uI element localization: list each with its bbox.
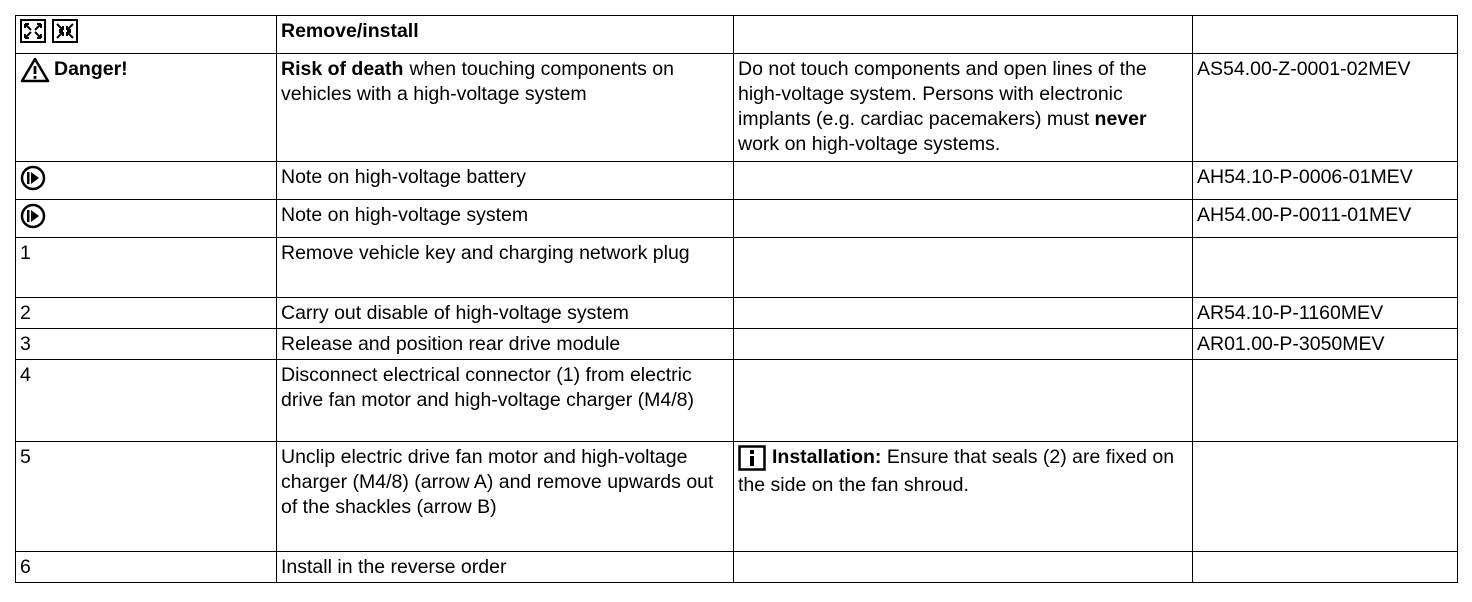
step-ref: [1193, 442, 1458, 552]
note-empty-cell: [734, 200, 1193, 238]
step-text: Remove vehicle key and charging network plug: [277, 238, 734, 298]
risk-bold-text: Risk of death: [281, 58, 404, 80]
step-text: Install in the reverse order: [277, 552, 734, 583]
danger-row: [16, 54, 1458, 162]
installation-label: Installation:: [772, 446, 882, 468]
header-title: Remove/install: [277, 16, 734, 54]
step-ref: [1193, 360, 1458, 442]
procedure-table: [15, 15, 1458, 583]
note-text: Note on high-voltage system: [277, 200, 734, 238]
danger-label: Danger!: [54, 58, 128, 80]
step-number: 6: [16, 552, 277, 583]
step-row: [16, 298, 1458, 329]
measure-cell: [734, 54, 1193, 162]
step-empty-cell: [734, 238, 1193, 298]
measure-text: Do not touch components and open lines of the high-voltage system. Persons with electronic implants (e.g. cardiac pacemakers) must: [738, 58, 1147, 130]
step-row: [16, 442, 1458, 552]
install-icon: [52, 19, 80, 43]
step-number: 3: [16, 329, 277, 360]
remove-icon: [20, 19, 48, 43]
step-text: Unclip electric drive fan motor and high-voltage charger (M4/8) (arrow A) and remove upwards out of the shackles (arrow B): [277, 442, 734, 552]
step-empty-cell: [734, 329, 1193, 360]
step-text: Carry out disable of high-voltage system: [277, 298, 734, 329]
note-empty-cell: [734, 162, 1193, 200]
installation-text: Ensure that seals (2) are fixed on the side on the fan shroud.: [738, 446, 1175, 496]
step-ref-link[interactable]: AR54.10-P-1160MEV: [1193, 298, 1458, 329]
step-number: 4: [16, 360, 277, 442]
header-icons-cell: [16, 16, 277, 54]
header-empty-cell: [734, 16, 1193, 54]
step-text: Release and position rear drive module: [277, 329, 734, 360]
step-ref: [1193, 552, 1458, 583]
header-empty-cell: [1193, 16, 1458, 54]
step-empty-cell: [734, 360, 1193, 442]
note-ref-link[interactable]: AH54.10-P-0006-01MEV: [1193, 162, 1458, 200]
note-row: [16, 200, 1458, 238]
step-row: [16, 329, 1458, 360]
note-ref-link[interactable]: AH54.00-P-0011-01MEV: [1193, 200, 1458, 238]
step-number: 1: [16, 238, 277, 298]
note-icon-cell: [16, 162, 277, 200]
note-arrow-icon: [20, 203, 46, 229]
note-icon-cell: [16, 200, 277, 238]
step-empty-cell: [734, 298, 1193, 329]
danger-cell: [16, 54, 277, 162]
note-text: Note on high-voltage battery: [277, 162, 734, 200]
step-row: [16, 552, 1458, 583]
risk-text: when touching components on vehicles with a high-voltage system: [281, 58, 674, 105]
step-text: Disconnect electrical connector (1) from electric drive fan motor and high-voltage charger (M4/8): [277, 360, 734, 442]
step-row: [16, 238, 1458, 298]
header-row: [16, 16, 1458, 54]
step-row: [16, 360, 1458, 442]
step-ref-link[interactable]: AR01.00-P-3050MEV: [1193, 329, 1458, 360]
note-row: [16, 162, 1458, 200]
step-number: 5: [16, 442, 277, 552]
risk-cell: [277, 54, 734, 162]
danger-ref-link[interactable]: AS54.00-Z-0001-02MEV: [1193, 54, 1458, 162]
warning-triangle-icon: [20, 57, 50, 83]
measure-bold-text: never: [1094, 108, 1147, 130]
step-number: 2: [16, 298, 277, 329]
step-empty-cell: [734, 552, 1193, 583]
info-icon: [738, 445, 766, 473]
step-ref: [1193, 238, 1458, 298]
installation-note-cell: [734, 442, 1193, 552]
note-arrow-icon: [20, 165, 46, 191]
measure-text-end: work on high-voltage systems.: [738, 133, 1001, 155]
